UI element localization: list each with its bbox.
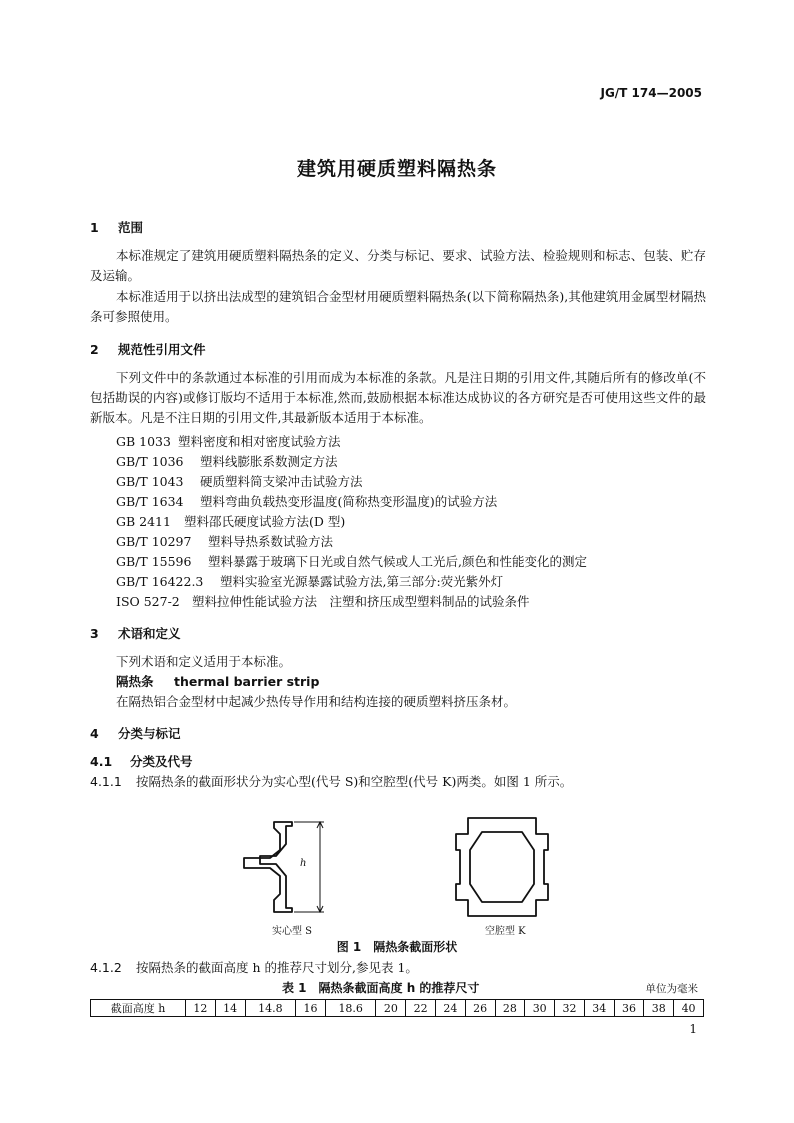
subsection-number: 4.1	[90, 754, 113, 769]
section-number: 4	[90, 726, 99, 741]
table-unit: 单位为毫米	[645, 983, 698, 995]
reference-title: 塑料密度和相对密度试验方法	[178, 434, 341, 449]
table-cell: 40	[674, 1000, 704, 1017]
clause-number: 4.1.1	[90, 774, 122, 789]
term-entry	[116, 672, 319, 690]
table-title: 表 1 隔热条截面高度 h 的推荐尺寸	[282, 981, 480, 995]
reference-code: GB/T 10297	[116, 534, 192, 549]
reference-item	[116, 492, 497, 510]
reference-item	[116, 532, 333, 550]
reference-title: 塑料线膨胀系数测定方法	[200, 454, 338, 469]
table-cell: 38	[644, 1000, 674, 1017]
section-title: 范围	[118, 220, 144, 235]
section-2-paragraph: 下列文件中的条款通过本标准的引用而成为本标准的条款。凡是注日期的引用文件,其随后所有的修改单(不包括勘误的内容)或修订版均不适用于本标准,然而,鼓励根据本标准达成协议的各方研究是否可使用这些文件的最新版本。凡是不注日期的引用文件,其最新版本适用于本标准。	[90, 370, 706, 425]
reference-title: 塑料暴露于玻璃下日光或自然气候或人工光后,颜色和性能变化的测定	[208, 554, 587, 569]
subsection-title: 分类及代号	[130, 754, 193, 769]
hollow-profile-k-icon	[456, 818, 548, 916]
subsection-4-1-heading	[90, 752, 193, 770]
table-cell: 12	[186, 1000, 216, 1017]
section-title: 规范性引用文件	[118, 342, 206, 357]
table-header-cell: 截面高度 h	[91, 1000, 186, 1017]
reference-item	[116, 592, 530, 610]
figure-caption-hollow: 空腔型 K	[485, 926, 526, 937]
dimension-label: h	[300, 858, 307, 869]
table-cell: 30	[525, 1000, 555, 1017]
table-cell: 36	[614, 1000, 644, 1017]
solid-profile-s-icon	[244, 822, 292, 912]
term-chinese: 隔热条	[116, 674, 154, 689]
figure-title: 图 1 隔热条截面形状	[336, 940, 458, 954]
section-1-heading	[90, 218, 143, 236]
reference-code: GB/T 1634	[116, 494, 184, 509]
table-1	[90, 999, 704, 1017]
term-definition: 在隔热铝合金型材中起减少热传导作用和结构连接的硬质塑料挤压条材。	[116, 694, 517, 709]
section-number: 2	[90, 342, 99, 357]
section-number: 3	[90, 626, 99, 641]
reference-code: GB/T 1043	[116, 474, 184, 489]
table-cell: 22	[406, 1000, 436, 1017]
clause-4-1-2	[90, 958, 418, 976]
reference-title: 塑料邵氏硬度试验方法(D 型)	[184, 514, 346, 529]
table-cell: 14	[215, 1000, 245, 1017]
reference-code: GB/T 1036	[116, 454, 184, 469]
section-3-heading	[90, 624, 181, 642]
table-cell: 28	[495, 1000, 525, 1017]
term-english: thermal barrier strip	[174, 674, 320, 689]
reference-item	[116, 452, 338, 470]
table-cell: 32	[555, 1000, 585, 1017]
reference-item	[116, 512, 345, 530]
table-cell: 20	[376, 1000, 406, 1017]
clause-text: 按隔热条的截面高度 h 的推荐尺寸划分,参见表 1。	[136, 960, 418, 975]
table-cell: 14.8	[245, 1000, 296, 1017]
section-3-intro: 下列术语和定义适用于本标准。	[116, 654, 292, 669]
table-cell: 34	[584, 1000, 614, 1017]
reference-code: GB/T 15596	[116, 554, 192, 569]
reference-item	[116, 572, 503, 590]
clause-number: 4.1.2	[90, 960, 122, 975]
reference-code: ISO 527-2	[116, 594, 180, 609]
section-4-heading	[90, 724, 181, 742]
section-1-paragraph-1: 本标准规定了建筑用硬质塑料隔热条的定义、分类与标记、要求、试验方法、检验规则和标志、包装、贮存及运输。	[90, 248, 706, 283]
reference-title: 塑料弯曲负载热变形温度(简称热变形温度)的试验方法	[200, 494, 498, 509]
reference-title: 塑料导热系数试验方法	[208, 534, 334, 549]
figure-1-drawing	[230, 808, 570, 936]
table-row	[91, 1000, 704, 1017]
reference-code: GB/T 16422.3	[116, 574, 204, 589]
section-1-paragraph-2: 本标准适用于以挤出法成型的建筑铝合金型材用硬质塑料隔热条(以下简称隔热条),其他建筑用金属型材隔热条可参照使用。	[90, 289, 706, 324]
section-number: 1	[90, 220, 99, 235]
reference-code: GB 2411	[116, 514, 171, 529]
reference-item	[116, 552, 587, 570]
page-number: 1	[689, 1022, 697, 1036]
figure-caption-solid: 实心型 S	[272, 926, 313, 937]
clause-4-1-1	[90, 772, 572, 790]
reference-title: 塑料实验室光源暴露试验方法,第三部分:荧光紫外灯	[220, 574, 504, 589]
page-title: 建筑用硬质塑料隔热条	[296, 158, 497, 180]
document-code: JG/T 174—2005	[600, 86, 702, 100]
table-cell: 24	[436, 1000, 466, 1017]
dimension-h-icon	[294, 822, 324, 912]
reference-item	[116, 432, 341, 450]
table-cell: 16	[296, 1000, 326, 1017]
clause-text: 按隔热条的截面形状分为实心型(代号 S)和空腔型(代号 K)两类。如图 1 所示。	[136, 774, 573, 789]
reference-item	[116, 472, 363, 490]
reference-title: 硬质塑料简支梁冲击试验方法	[200, 474, 363, 489]
reference-title: 塑料拉伸性能试验方法 注塑和挤压成型塑料制品的试验条件	[192, 594, 530, 609]
reference-code: GB 1033	[116, 434, 171, 449]
section-title: 分类与标记	[118, 726, 181, 741]
section-2-heading	[90, 340, 206, 358]
section-title: 术语和定义	[118, 626, 181, 641]
table-cell: 26	[465, 1000, 495, 1017]
table-cell: 18.6	[325, 1000, 376, 1017]
